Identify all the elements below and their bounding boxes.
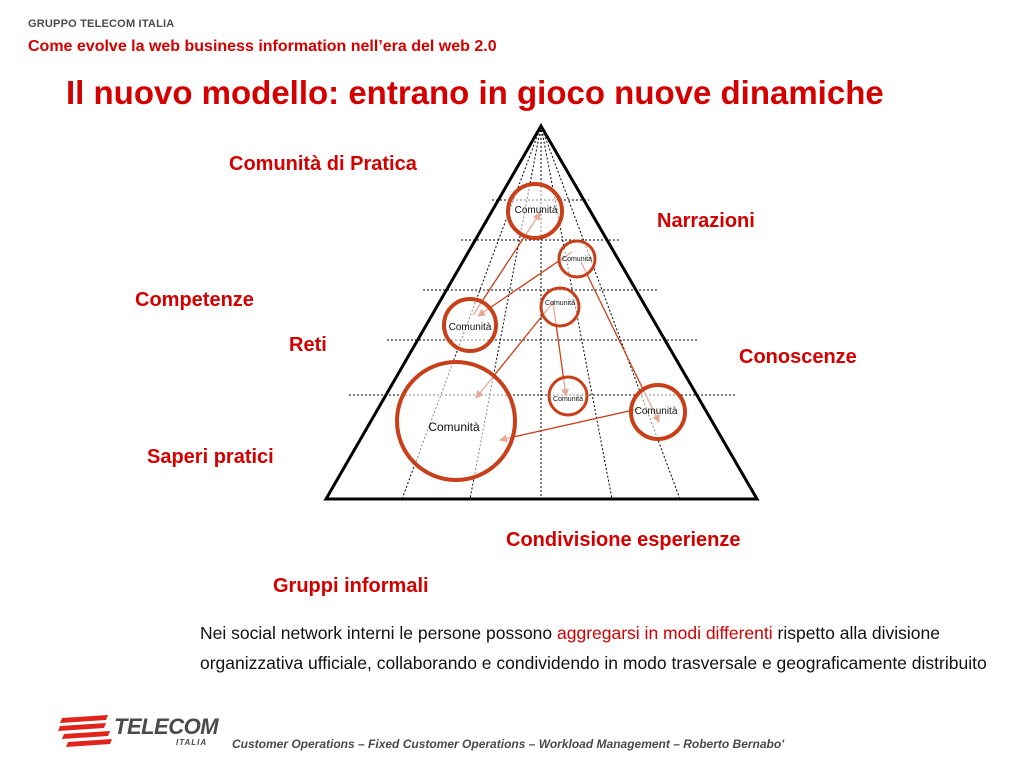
label-condivisione-esperienze: Condivisione esperienze [506, 529, 741, 551]
logo-stripes [58, 715, 112, 747]
community-label: Comunità [634, 406, 678, 417]
community-label: Comunità [428, 420, 480, 434]
label-narrazioni: Narrazioni [657, 210, 755, 232]
logo-wordmark: TELECOM [114, 714, 219, 739]
description-highlight: aggregarsi in modi differenti [557, 623, 773, 643]
label-saperi-pratici: Saperi pratici [147, 446, 274, 468]
footer-text: Customer Operations – Fixed Customer Operations – Workload Management – Roberto Bernabo' [232, 737, 785, 751]
label-comunita-pratica: Comunità di Pratica [229, 153, 417, 175]
community-circle [541, 288, 579, 326]
label-gruppi-informali: Gruppi informali [273, 575, 429, 597]
community-label: Comunità [448, 322, 492, 333]
group-name: GRUPPO TELECOM ITALIA [28, 18, 175, 30]
community-label: Comunità [553, 396, 583, 403]
community-label: Comunità [514, 205, 558, 216]
label-reti: Reti [289, 334, 327, 356]
logo-subtext: ITALIA [176, 738, 208, 747]
label-competenze: Competenze [135, 289, 254, 311]
description-part1: Nei social network interni le persone possono [200, 623, 557, 643]
description-part2: rispetto alla divisione organizzativa ufficiale, collaborando e condividendo in modo trasversale e geograficamente distribuito [200, 623, 987, 673]
community-label: Comunità [545, 300, 575, 307]
description-paragraph [200, 618, 1012, 678]
community-label: Comunità [562, 256, 592, 263]
label-conoscenze: Conoscenze [739, 346, 857, 368]
slide-subtitle: Come evolve la web business information nell’era del web 2.0 [28, 38, 497, 55]
slide-title: Il nuovo modello: entrano in gioco nuove dinamiche [66, 74, 884, 111]
